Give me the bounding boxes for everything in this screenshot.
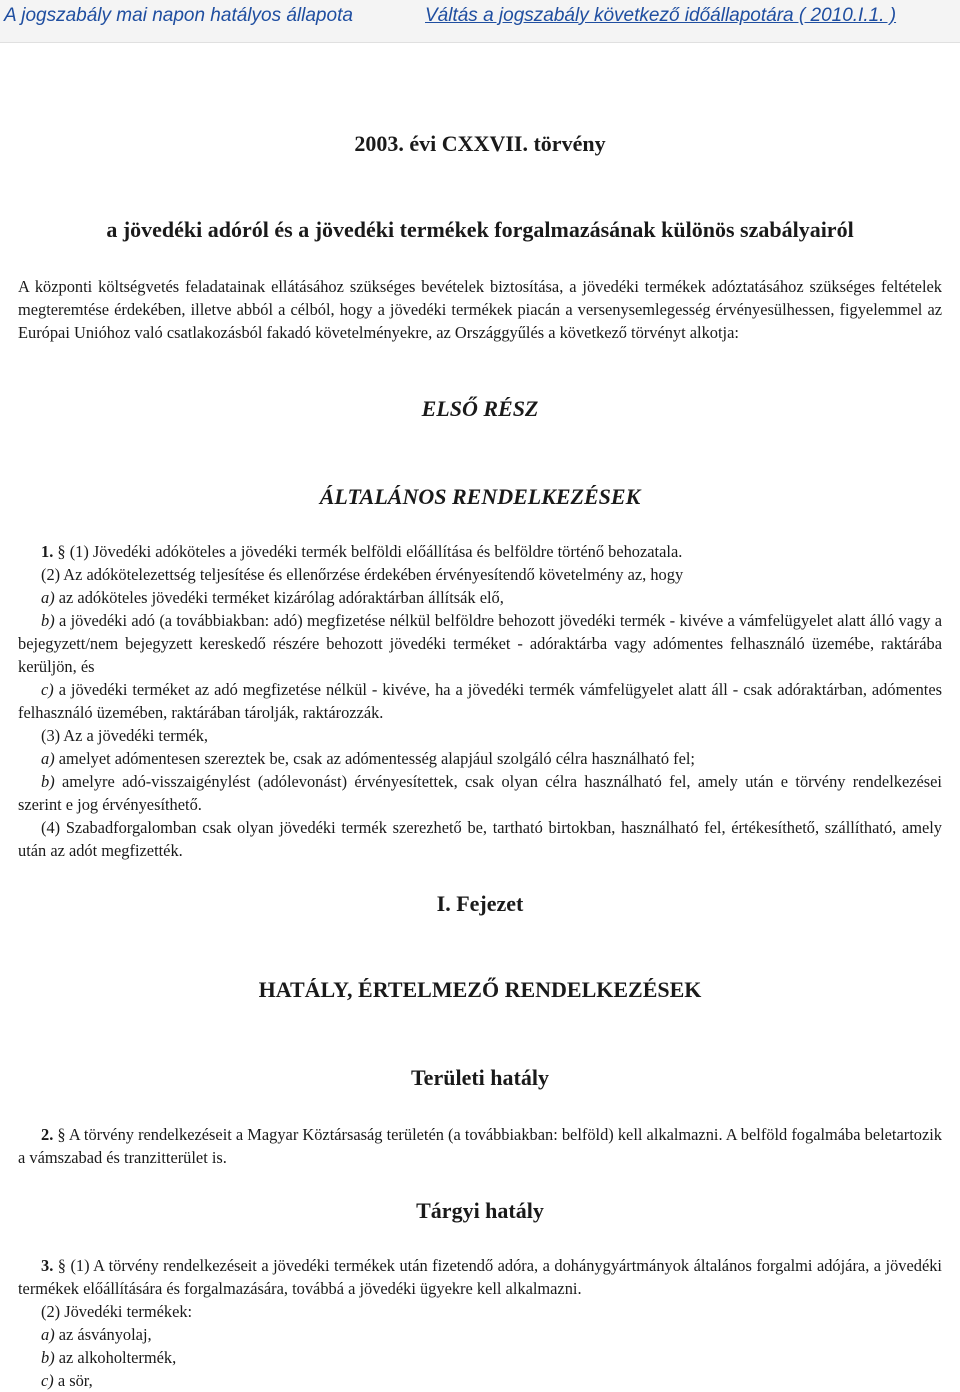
preamble <box>18 275 942 344</box>
section-sign: § <box>57 1256 66 1275</box>
state-toolbar <box>0 0 960 43</box>
section-1 <box>18 540 942 862</box>
preamble-text: A központi költségvetés feladatainak ellátásához szükséges bevételek biztosítása, a jövedéki termékek adóztatásához szükséges feltételek megteremtése érdekében, illetve abból a célból, hogy a jövedéki termékek piacán a versenysemlegesség érvényesülhessen, figyelemmel az Európai Unióhoz való csatlakozásból fakadó követelményekre, az Országgyűlés a következő törvényt alkotja: <box>18 277 942 342</box>
next-state-link[interactable]: Váltás a jogszabály következő időállapotára ( 2010.I.1. ) <box>425 5 897 26</box>
section-2-text: 2. § A törvény rendelkezéseit a Magyar Köztársaság területén (a továbbiakban: belföld) kell alkalmazni. A belföld fogalmába beletartozik a vámszabad és tranzitterület is. <box>18 1125 942 1167</box>
section-2 <box>18 1123 942 1169</box>
section-1-para-4: (4) Szabadforgalomban csak olyan jövedéki termék szerezhető be, tartható birtokban, használható fel, értékesíthető, szállítható, amely után az adót megfizették. <box>18 818 942 860</box>
section-3-para-1: 3. § (1) A törvény rendelkezéseit a jövedéki termékek után fizetendő adóra, a dohánygyártmányok általános forgalmi adójára, a jövedéki termékek előállítására és forgalmazására, továbbá a jövedéki ügyekre kell alkalmazni. <box>18 1256 942 1298</box>
chapter-heading: I. Fejezet <box>436 891 524 916</box>
section-1-point-b: b) a jövedéki adó (a továbbiakban: adó) megfizetése nélkül belföldre behozott jövedéki termék - kivéve a vámfelügyelet alatt álló vagy a bejegyzett/nem bejegyzett kereskedő részére behozott jövedéki terméket - adóraktárba vagy adómentes felhasználó üzemébe, raktárába kerüljön, és <box>18 611 942 676</box>
law-number: 2003. évi CXXVII. törvény <box>354 131 606 156</box>
section-number: 2. <box>41 1125 54 1144</box>
section-3-para-2: (2) Jövedéki termékek: <box>41 1302 193 1321</box>
section-1-para-1: 1. § (1) Jövedéki adóköteles a jövedéki termék belföldi előállítása és belföldre történő behozatala. <box>41 542 683 561</box>
section-3-point-b: b) az alkoholtermék, <box>41 1348 177 1367</box>
section-3-point-c: c) a sör, <box>41 1371 93 1390</box>
section-3-point-a: a) az ásványolaj, <box>41 1325 152 1344</box>
section-1-point-c: c) a jövedéki terméket az adó megfizetése nélkül - kivéve, ha a jövedéki termék vámfelügyelet alatt áll - csak adóraktárban, adómentes felhasználó üzemében, raktárában tárolják, raktározzák. <box>18 680 942 722</box>
subject-heading: Tárgyi hatály <box>416 1198 544 1223</box>
section-number: 1. <box>41 542 54 561</box>
law-title: a jövedéki adóról és a jövedéki termékek forgalmazásának különös szabályairól <box>106 217 854 242</box>
section-3 <box>18 1254 942 1392</box>
section-1-point-a: a) az adóköteles jövedéki terméket kizárólag adóraktárban állítsák elő, <box>41 588 504 607</box>
section-sign: § <box>57 542 66 561</box>
section-number: 3. <box>41 1256 54 1275</box>
section-1-para-3: (3) Az a jövedéki termék, <box>41 726 209 745</box>
section-1-para-3-point-b: b) amelyre adó-visszaigénylést (adólevonást) érvényesítettek, csak olyan célra használható fel, amely után e törvény rendelkezései szerint e jog érvényesíthető. <box>18 772 942 814</box>
section-1-para-3-point-a: a) amelyet adómentesen szereztek be, csak az adómentesség alapjául szolgáló célra használható fel; <box>41 749 695 768</box>
section-sign: § <box>57 1125 66 1144</box>
territorial-heading: Területi hatály <box>411 1065 549 1090</box>
part-heading: ELSŐ RÉSZ <box>421 396 539 421</box>
current-state-label: A jogszabály mai napon hatályos állapota <box>4 5 353 26</box>
section-1-para-2: (2) Az adókötelezettség teljesítése és ellenőrzése érdekében érvényesítendő követelmény az, hogy <box>41 565 684 584</box>
chapter-title: HATÁLY, ÉRTELMEZŐ RENDELKEZÉSEK <box>258 977 702 1002</box>
part-title: ÁLTALÁNOS RENDELKEZÉSEK <box>319 484 641 509</box>
